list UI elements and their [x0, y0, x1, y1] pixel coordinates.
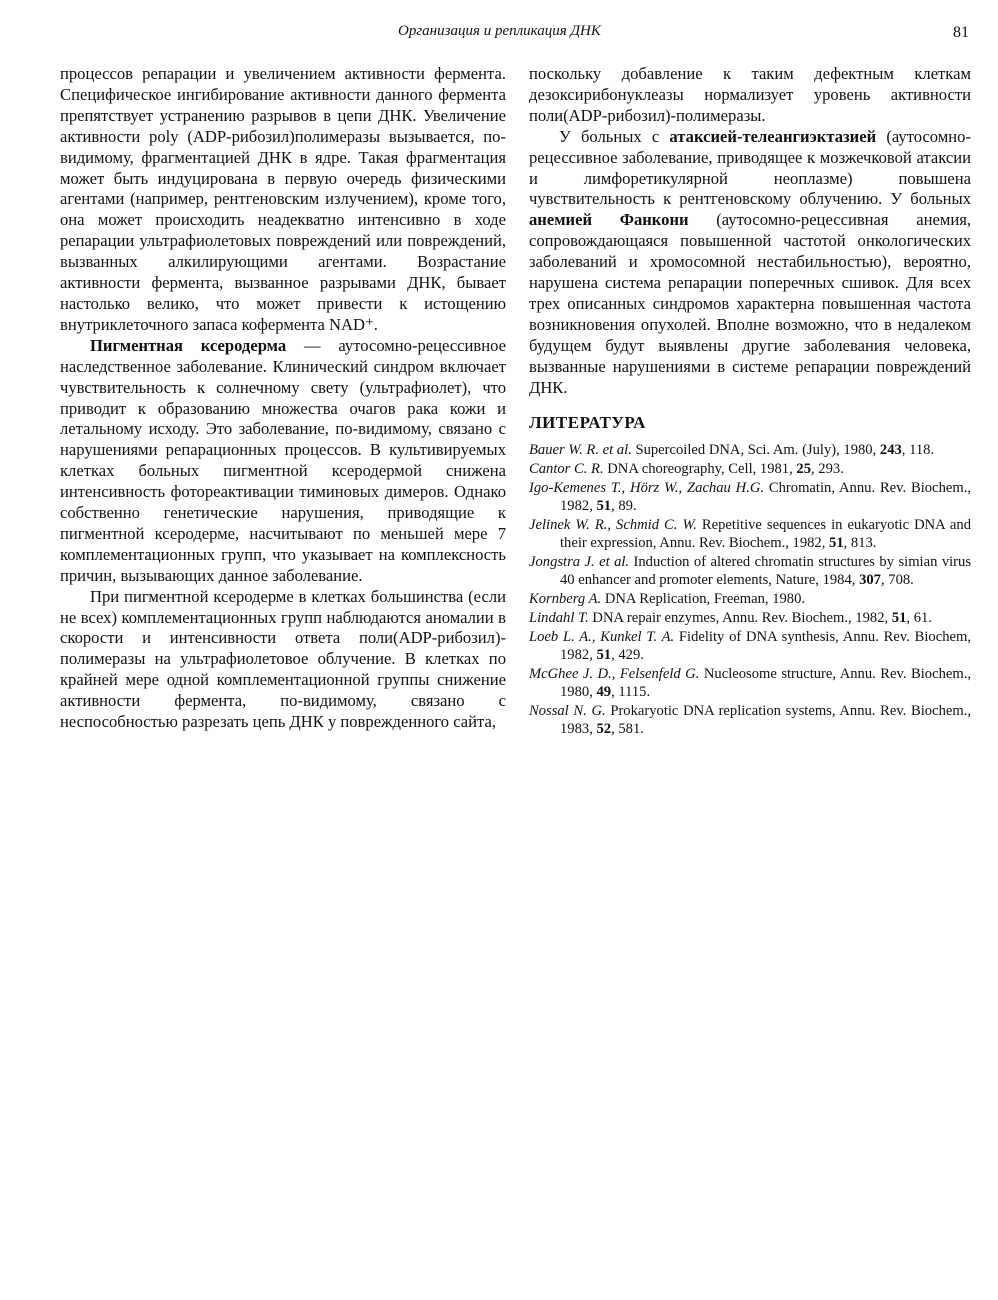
reference-authors: Loeb L. A., Kunkel T. A. [529, 628, 675, 645]
reference-item [529, 609, 971, 627]
reference-text: Chromatin, Annu. Rev. Biochem., 1982, [560, 480, 971, 515]
reference-pages: , 118. [901, 442, 935, 459]
paragraph-xeroderma-text: — аутосомно-рецессивное наследственное заболевание. Клинический синдром включает чувствительность к солнечному свету (ультрафиолет), что приводит к образованию множества очагов рака кожи и летальному исходу. Это заболевание, по-видимому, связано с нарушениями репарационных процессов. В культивируемых клетках больных пигментной ксеродермой снижена интенсивность фотореактивации тиминовых димеров. Однако собственно генетические нарушения, приводящие к пигментной ксеродерме, насчитывают по меньшей мере 7 комплементационных групп, что указывает на комплексность причин, вызывающих данное заболевание. [60, 335, 507, 585]
reference-list [529, 441, 971, 738]
reference-volume: 51 [596, 498, 612, 515]
reference-text: DNA choreography, Cell, 1981, [603, 461, 797, 478]
term-fanconi: анемией Фанкони [529, 210, 689, 230]
reference-volume: 25 [796, 461, 811, 478]
term-ataxia: атаксией-телеангиэктазией [669, 126, 877, 146]
reference-authors: Nossal N. G. [529, 703, 606, 720]
reference-volume: 49 [596, 684, 612, 701]
running-title: Организация и репликация ДНК [398, 23, 601, 39]
reference-item [529, 702, 971, 739]
reference-volume: 51 [596, 647, 612, 664]
reference-text: Fidelity of DNA synthesis, Annu. Rev. Biochem, 1982, [560, 628, 971, 664]
reference-item [529, 665, 971, 702]
reference-text: DNA Replication, Freeman, 1980. [601, 591, 806, 608]
paragraph-syndromes [529, 127, 971, 399]
reference-text: Supercoiled DNA, Sci. Am. (July), 1980, [631, 442, 880, 459]
reference-pages: , 89. [611, 498, 637, 515]
reference-authors: Lindahl T. [529, 610, 589, 627]
reference-pages: , 429. [611, 647, 644, 664]
reference-text: Nucleosome structure, Annu. Rev. Biochem., 1980, [560, 665, 971, 701]
reference-item [529, 441, 971, 459]
reference-volume: 51 [891, 610, 907, 627]
right-column [529, 64, 971, 739]
syndromes-text-a: У больных с [559, 126, 670, 146]
reference-volume: 52 [596, 721, 612, 738]
reference-item [529, 628, 971, 665]
reference-pages: , 708. [880, 572, 914, 589]
left-column [60, 64, 506, 733]
reference-pages: , 1115. [611, 684, 651, 701]
reference-text: Prokaryotic DNA replication systems, Annu. Rev. Biochem., 1983, [560, 703, 971, 738]
reference-authors: Jongstra J. et al. [529, 554, 630, 571]
syndromes-text-c: (аутосомно-рецессивная анемия, сопровождающаяся повышенной частотой онкологических заболеваний и хромосомной нестабильностью), вероятно, нарушена система репарации поперечных сшивок. Для всех трех описанных синдромов характерна повышенная частота возникновения опухолей. Вполне возможно, что в недалеком будущем будут выявлены другие заболевания человека, вызванные нарушениями в системе репарации повреждений ДНК. [529, 210, 971, 397]
paragraph-xeroderma [60, 336, 506, 587]
reference-volume: 51 [829, 535, 844, 552]
reference-item [529, 516, 971, 553]
reference-authors: Kornberg A. [529, 591, 602, 608]
reference-pages: , 293. [811, 461, 844, 478]
reference-text: DNA repair enzymes, Annu. Rev. Biochem., 1982, [588, 610, 892, 627]
reference-pages: , 61. [906, 610, 932, 627]
reference-pages: , 581. [611, 721, 644, 738]
reference-authors: Jelinek W. R., Schmid C. W. [529, 517, 697, 534]
paragraph-continuation: поскольку добавление к таким дефектным клеткам дезоксирибонуклеазы нормализует уровень активности поли(ADP-рибозил)-полимеразы. [529, 64, 971, 125]
reference-volume: 243 [879, 442, 902, 459]
paragraph-complementation: При пигментной ксеродерме в клетках большинства (если не всех) комплементационных групп наблюдаются аномалии в скорости и интенсивности ответа поли(ADP-рибозил)-полимеразы на ультрафиолетовое облучение. В клетках по крайней мере одной комплементационной группы снижение активности фермента, по-видимому, связано с неспособностью разрезать цепь ДНК у поврежденного сайта, [60, 586, 506, 732]
reference-pages: , 813. [843, 535, 877, 552]
reference-authors: Cantor C. R. [529, 461, 604, 478]
page-number: 81 [953, 24, 969, 41]
reference-item [529, 590, 971, 608]
reference-volume: 307 [859, 572, 881, 589]
reference-text: Induction of altered chromatin structures by simian virus 40 enhancer and promoter elements, Nature, 1984, [560, 554, 972, 589]
term-xeroderma: Пигментная ксеродерма [90, 335, 287, 355]
reference-item [529, 460, 971, 478]
reference-authors: Igo-Kemenes T., Hörz W., Zachau H.G. [529, 480, 765, 496]
reference-item [529, 479, 971, 516]
reference-text: Repetitive sequences in eukaryotic DNA and their expression, Annu. Rev. Biochem., 1982, [560, 517, 971, 552]
paragraph-repair-enzyme: процессов репарации и увеличением активности фермента. Специфическое ингибирование активности данного фермента препятствует устранению разрывов в цепи ДНК. Увеличение активности poly (ADP-рибозил)полимеразы вызывается, по-видимому, фрагментацией ДНК в ядре. Такая фрагментация может быть индуцирована в первую очередь физическими агентами (например, рентгеновским излучением), кроме того, она может происходить неадекватно интенсивно в ходе репарации ультрафиолетовых повреждений или повреждений, вызванных алкилирующими агентами. Возрастание активности фермента, вызванное разрывами ДНК, бывает настолько велико, что может привести к истощению внутриклеточного запаса кофермента NAD⁺. [60, 64, 506, 334]
reference-authors: McGhee J. D., Felsenfeld G. [529, 665, 700, 682]
syndromes-text-b: (аутосомно-рецессивное заболевание, приводящее к мозжечковой атаксии и лимфоретикулярной неоплазме) повышена чувствительность к рентгеновскому облучению. У больных [529, 126, 971, 209]
literature-heading: ЛИТЕРАТУРА [529, 412, 646, 432]
reference-authors: Bauer W. R. et al. [529, 442, 632, 459]
reference-item [529, 553, 971, 590]
